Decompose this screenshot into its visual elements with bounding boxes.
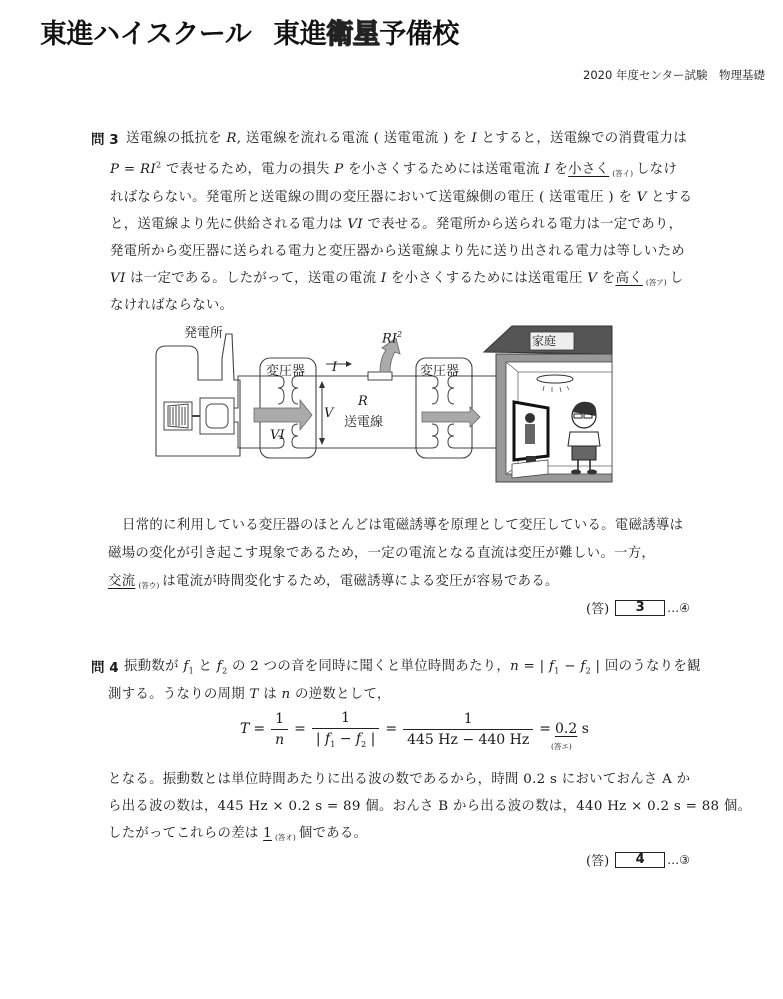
resistor-icon <box>368 372 392 380</box>
current-arrow-icon <box>346 361 352 367</box>
q3-label: 問 3 <box>91 132 119 148</box>
answer-choice: …③ <box>667 852 690 867</box>
answer-box: 4 <box>615 852 665 868</box>
label-resistance-r: R <box>358 394 368 409</box>
fraction-1-over-hz-diff: $\frac{1}{445 Hz - 440 Hz}$ <box>403 711 533 748</box>
q4-line-3: となる。振動数とは単位時間あたりに出る波の数であるから，時間 0.2 s においておんさ A か <box>108 772 691 787</box>
logo-high-school: 東進ハイスクール <box>40 19 252 50</box>
q3-line-5: 発電所から変圧器に送られる電力と変圧器から送電線より先に送り出される電力は等しいため <box>110 244 686 259</box>
label-transformer-1: 変圧器 <box>266 364 306 379</box>
power-plant-icon <box>156 334 240 456</box>
label-loss-ri2: $RI^2$ <box>382 330 403 347</box>
q3-answer <box>586 598 690 617</box>
answer-e-value: 0.2 s (答エ) <box>551 721 589 752</box>
logo-satellite: 衛星 <box>326 19 380 50</box>
q3-para2-line-3: 交流 $_{(答ウ)}$ は電流が時間変化するため，電磁誘導による変圧が容易である。 <box>108 574 559 590</box>
q3-para2-line-2: 磁場の変化が引き起こす現象であるため，一定の電流となる直流は変圧が難しい。一方， <box>108 546 656 561</box>
q4-line-1: 振動数が $f_1$ と $f_2$ の 2 つの音を同時に聞くと単位時間あたり，n = | $f_1 - f_2$ | 回のうなりを観 <box>124 659 701 676</box>
q4-line-4: ら出る波の数は，445 Hz × 0.2 s = 89 個。おんさ B から出る波の数は，440 Hz × 0.2 s = 88 個。 <box>108 799 752 814</box>
answer-o-underline: 1 <box>263 826 272 841</box>
label-home: 家庭 <box>532 334 557 348</box>
label-transformer-2: 変圧器 <box>420 364 460 379</box>
power-transmission-diagram <box>150 318 615 488</box>
label-power-plant: 発電所 <box>184 326 224 341</box>
label-power-vi: VI <box>270 428 285 443</box>
logo-yobiko: 予備校 <box>379 19 459 50</box>
answer-label: (答) <box>586 854 610 869</box>
voltage-arrow-icon <box>319 438 325 445</box>
fraction-1-over-n: $\frac{1}{n}$ <box>271 711 288 748</box>
q4-label: 問 4 <box>91 660 119 676</box>
q4-line-5: したがってこれらの差は 1 $_{(答オ)}$ 個である。 <box>108 826 368 842</box>
answer-tag-u: (答ウ) <box>138 581 160 590</box>
ceiling-light-icon <box>537 375 573 383</box>
answer-u-underline: 交流 <box>108 574 136 589</box>
answer-label: (答) <box>586 602 610 617</box>
logo-toshin: 東進 <box>273 19 327 50</box>
q3-line-3: ればならない。発電所と送電線の間の変圧器において送電線側の電圧 ( 送電電圧 ) を V とする <box>110 190 693 205</box>
beat-period-equation: T = $\frac{1}{n}$ = $\frac{1}{| f_1 - f_2 |}$ = $\frac{1}{445 Hz - 440 Hz}$ = 0.2 s (答エ) <box>240 710 589 752</box>
answer-tag-a: (答ア) <box>645 278 667 287</box>
answer-box: 3 <box>615 600 665 616</box>
label-current-i: I <box>332 360 338 375</box>
q3-line-4: と，送電線より先に供給される電力は VI で表せる。発電所から送られる電力は一定であり， <box>110 217 683 232</box>
q3-line-7: なければならない。 <box>110 298 234 313</box>
q4-line-2: 測する。うなりの周期 T は n の逆数として， <box>108 687 391 702</box>
q3-line-6: VI は一定である。したがって，送電の電流 I を小さくするためには送電電圧 V を高く $_{(答ア)}$ し <box>110 271 684 287</box>
q3-line-1: 送電線の抵抗を R, 送電線を流れる電流 ( 送電電流 ) を I とすると，送電線での消費電力は <box>126 131 687 146</box>
answer-tag-e: (答エ) <box>551 742 572 752</box>
answer-tag-o: (答オ) <box>274 833 296 842</box>
power-flow-arrow-1 <box>254 400 312 430</box>
answer-choice: …④ <box>667 600 690 615</box>
fraction-1-over-f-diff: $\frac{1}{| f_1 - f_2 |}$ <box>312 710 380 749</box>
q3-para2-line-1: 日常的に利用している変圧器のほとんどは電磁誘導を原理として変圧している。電磁誘導は <box>122 518 684 533</box>
answer-tag-i: (答イ) <box>612 169 634 178</box>
label-voltage-v: V <box>324 406 334 421</box>
label-transmission-line: 送電線 <box>344 415 384 430</box>
answer-i-underline: 小さく <box>568 162 610 177</box>
exam-subject: 2020 年度センター試験 物理基礎 <box>583 68 765 82</box>
q3-line-2: $P = RI^2$ で表せるため，電力の損失 P を小さくするためには送電電流 I を小さく $_{(答イ)}$ しなけ <box>110 160 678 178</box>
q4-answer <box>586 850 690 869</box>
answer-a-underline: 高く <box>615 271 643 286</box>
toshin-logo <box>40 12 459 51</box>
